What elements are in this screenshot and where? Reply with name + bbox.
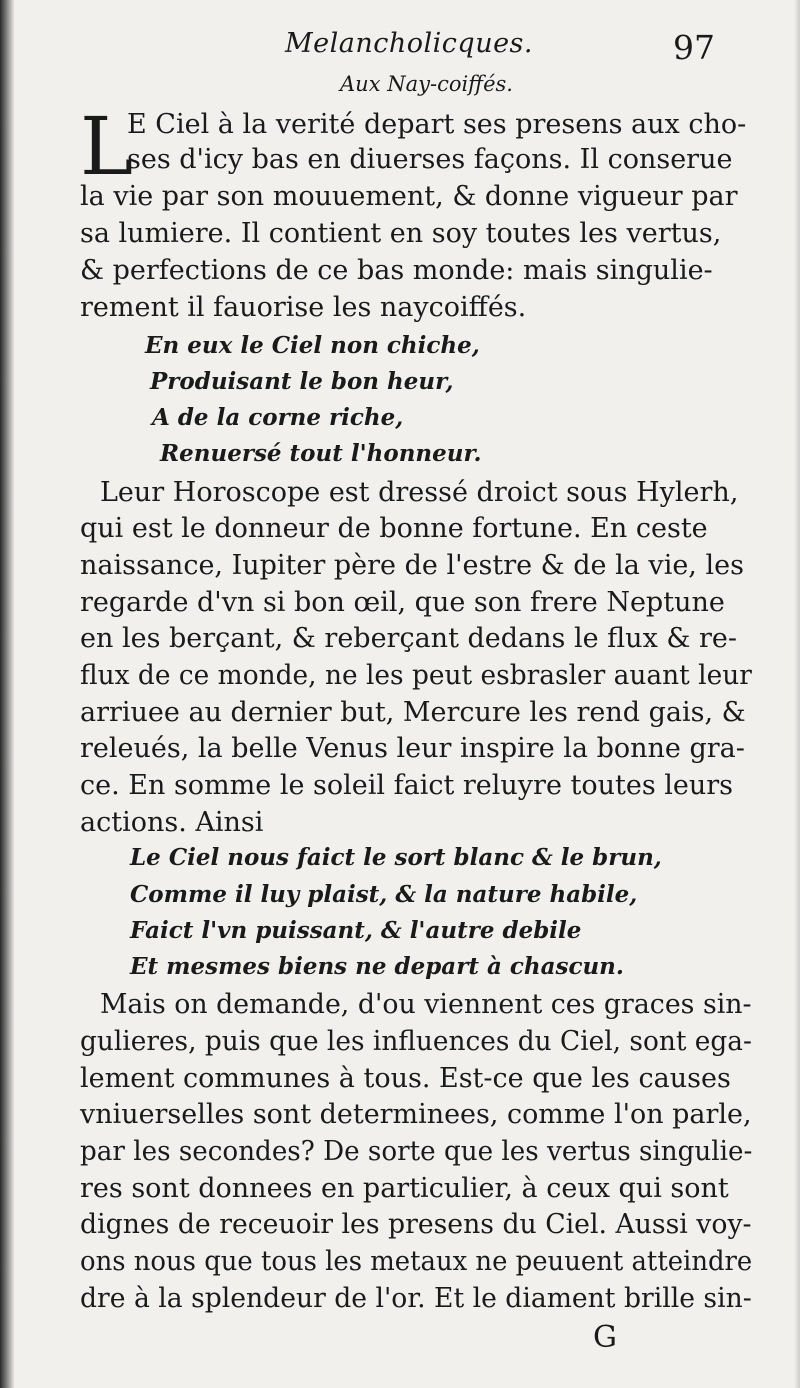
text-line: sa lumiere. Il contient en soy toutes les vertus, (80, 218, 722, 249)
text-line: actions. Ainsi (80, 807, 264, 838)
verse-line: Le Ciel nous faict le sort blanc & le brun, (130, 844, 662, 871)
text-line: naissance, Iupiter père de l'estre & de la vie, les (80, 550, 744, 581)
verse-line: A de la corne riche, (152, 404, 404, 431)
text-line: vniuerselles sont determinees, comme l'on parle, (80, 1099, 752, 1130)
text-line: lement communes à tous. Est-ce que les causes (80, 1063, 731, 1094)
signature-mark: G (593, 1320, 617, 1355)
running-head: Melancholicques. (285, 28, 533, 59)
text-line: regarde d'vn si bon œil, que son frere Neptune (80, 587, 725, 618)
text-line: arriuee au dernier but, Mercure les rend gais, & (80, 697, 746, 728)
verse-line: Renuersé tout l'honneur. (160, 440, 482, 467)
text-line: ce. En somme le soleil faict reluyre toutes leurs (80, 770, 734, 801)
text-line: flux de ce monde, ne les peut esbrasler auant leur (80, 660, 752, 691)
verse-line: Et mesmes biens ne depart à chascun. (130, 953, 624, 980)
text-line: ons nous que tous les metaux ne peuuent atteindre (80, 1246, 753, 1277)
page-edge (794, 0, 800, 1388)
text-line: qui est le donneur de bonne fortune. En ceste (80, 513, 708, 544)
text-line: par les secondes? De sorte que les vertus singulie- (80, 1136, 753, 1167)
text-line: gulieres, puis que les influences du Ciel, sont ega- (80, 1026, 752, 1057)
text-line: la vie par son mouuement, & donne vigueur par (80, 181, 738, 212)
text-line: en les berçant, & reberçant dedans le flux & re- (80, 623, 738, 654)
page-gutter-shadow (0, 0, 14, 1388)
text-line: Mais on demande, d'ou viennent ces graces sin- (100, 989, 752, 1020)
text-line: E Ciel à la verité depart ses presens aux cho- (127, 109, 747, 140)
text-line: & perfections de ce bas monde: mais singulie- (80, 255, 713, 286)
text-line: res sont donnees en particulier, à ceux qui sont (80, 1173, 729, 1204)
text-line: releués, la belle Venus leur inspire la bonne gra- (80, 733, 745, 764)
verse-line: Faict l'vn puissant, & l'autre debile (130, 917, 582, 944)
page-number: 97 (673, 28, 715, 67)
verse-line: Produisant le bon heur, (150, 368, 454, 395)
verse-line: En eux le Ciel non chiche, (145, 332, 480, 359)
section-title: Aux Nay-coiffés. (340, 72, 513, 96)
text-line: rement il fauorise les naycoiffés. (80, 292, 527, 323)
text-line: Leur Horoscope est dressé droict sous Hylerh, (100, 477, 739, 508)
text-line: dre à la splendeur de l'or. Et le diament brille sin- (80, 1283, 752, 1314)
drop-cap: L (80, 100, 134, 193)
verse-line: Comme il luy plaist, & la nature habile, (130, 881, 638, 908)
text-line: dignes de receuoir les presens du Ciel. Aussi voy- (80, 1209, 752, 1240)
text-line: ses d'icy bas en diuerses façons. Il conserue (127, 144, 733, 175)
